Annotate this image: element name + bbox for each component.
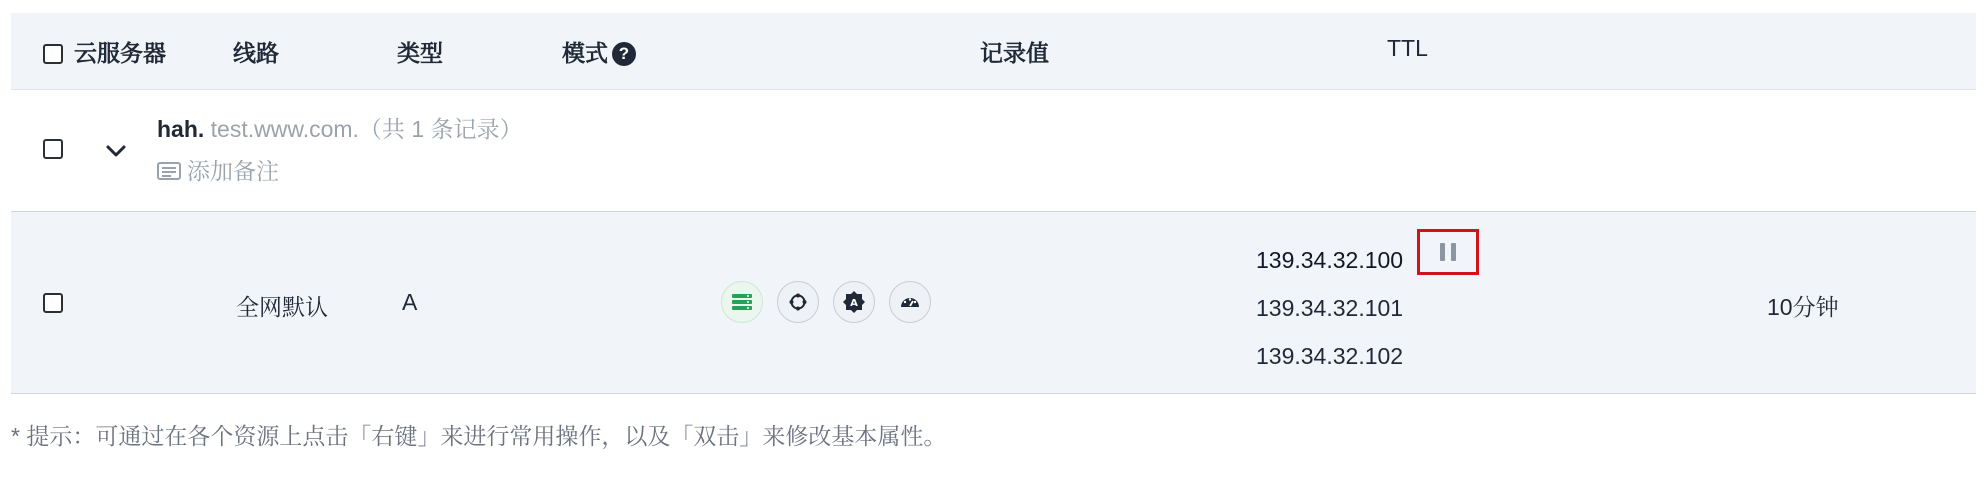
row-checkbox[interactable] xyxy=(43,293,63,313)
chevron-down-icon[interactable] xyxy=(103,141,129,161)
note-icon xyxy=(157,162,181,180)
record-value-2: 139.34.32.101 xyxy=(1256,295,1404,321)
header-mode-label: 模式 xyxy=(562,40,608,66)
table-row[interactable] xyxy=(11,212,1976,394)
select-all-checkbox[interactable] xyxy=(43,44,63,64)
row-ttl: 10分钟 xyxy=(1767,294,1839,320)
header-cloud-server: 云服务器 xyxy=(74,40,166,66)
group-domain xyxy=(157,111,523,144)
add-remark-link[interactable] xyxy=(157,153,279,186)
record-values xyxy=(1256,236,1403,380)
pause-record-button[interactable] xyxy=(1417,229,1479,275)
header-type: 类型 xyxy=(397,40,443,66)
loop-icon[interactable] xyxy=(777,281,819,323)
group-host: hah. xyxy=(157,116,205,142)
help-icon[interactable]: ? xyxy=(612,42,636,66)
record-group xyxy=(11,90,1976,212)
header-record-value: 记录值 xyxy=(980,40,1049,66)
row-line: 全网默认 xyxy=(236,294,328,320)
row-type: A xyxy=(402,289,418,315)
dns-records-table xyxy=(11,13,1976,394)
table-header xyxy=(11,13,1976,90)
record-value-1: 139.34.32.100 xyxy=(1256,247,1404,273)
row-mode-icons xyxy=(721,281,931,323)
server-stack-icon[interactable] xyxy=(721,281,763,323)
hint-text: * 提示：可通过在各个资源上点击「右键」来进行常用操作，以及「双击」来修改基本属性。 xyxy=(11,423,947,449)
svg-text:A: A xyxy=(850,298,858,309)
header-line: 线路 xyxy=(233,40,279,66)
pause-icon xyxy=(1440,243,1445,261)
add-remark-label: 添加备注 xyxy=(187,158,279,184)
auto-badge-icon[interactable] xyxy=(833,281,875,323)
group-checkbox[interactable] xyxy=(43,139,63,159)
header-ttl: TTL xyxy=(1387,35,1428,61)
group-domain-suffix: test.www.com.（共 1 条记录） xyxy=(210,116,523,142)
record-value-3: 139.34.32.102 xyxy=(1256,343,1404,369)
header-mode xyxy=(562,35,636,68)
speedometer-icon[interactable] xyxy=(889,281,931,323)
